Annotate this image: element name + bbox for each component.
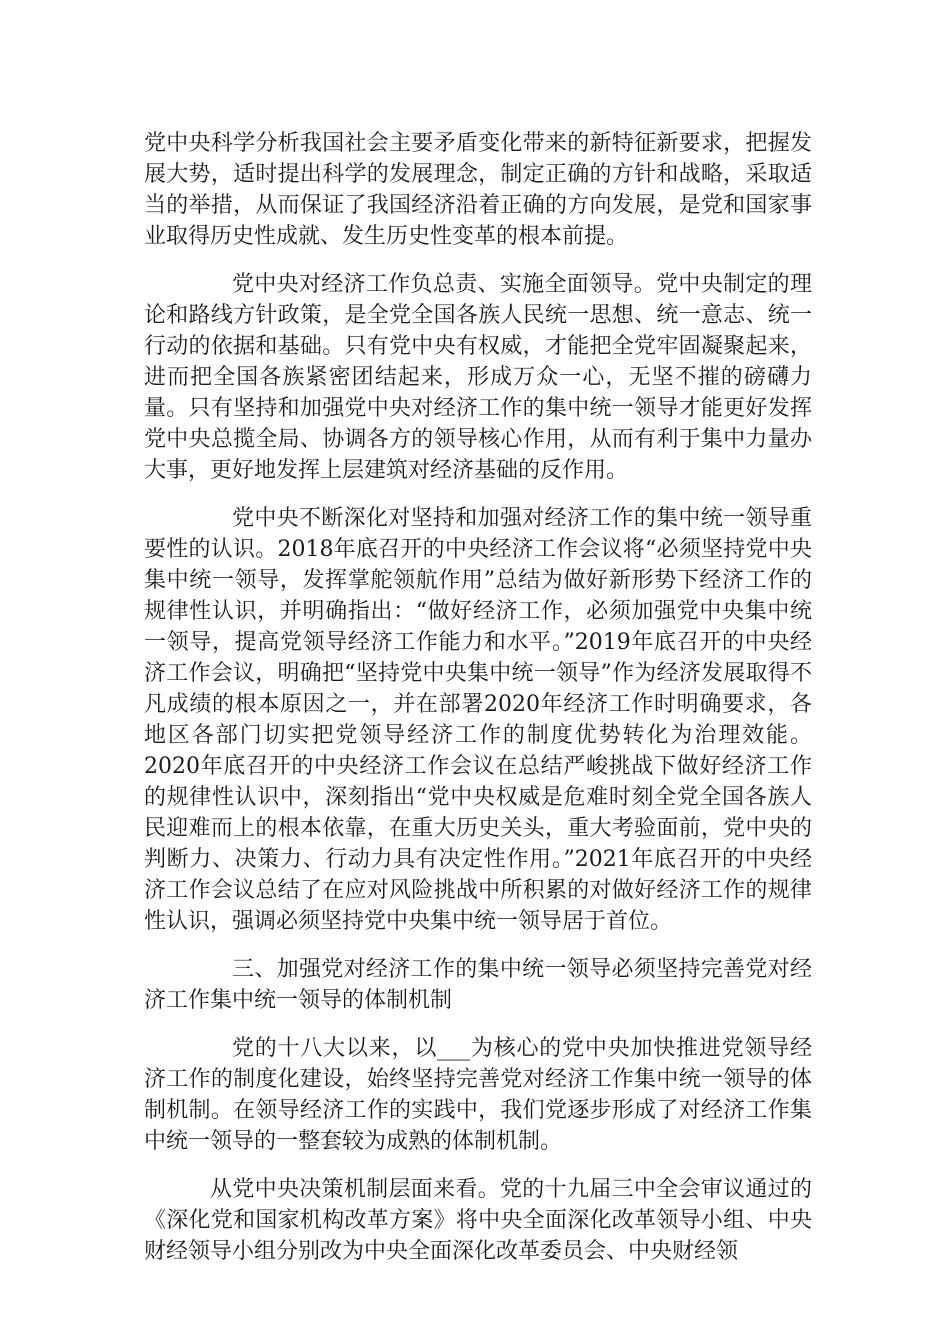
section-heading-three: 三、加强党对经济工作的集中统一领导必须坚持完善党对经济工作集中统一领导的体制机制: [144, 957, 812, 1013]
paragraph-institutional-mechanism: 党的十八大以来，以___为核心的党中央加快推进党领导经济工作的制度化建设，始终坚持完善党对经济工作集中统一领导的体制机制。在领导经济工作的实践中，我们党逐步形成了对经济工作集中统一领导的一整套较为成熟的体制机制。: [144, 1036, 812, 1154]
paragraph-deepening-understanding: 党中央不断深化对坚持和加强对经济工作的集中统一领导重要性的认识。2018年底召开的中央经济工作会议将“必须坚持党中央集中统一领导，发挥掌舵领航作用”总结为做好新形势下经济工作的规律性认识，并明确指出：“做好经济工作，必须加强党中央集中统一领导，提高党领导经济工作能力和水平。”2019年底召开的中央经济工作会议，明确把“坚持党中央集中统一领导”作为经济发展取得不凡成绩的根本原因之一，并在部署2020年经济工作时明确要求，各地区各部门切实把党领导经济工作的制度优势转化为治理效能。2020年底召开的中央经济工作会议在总结严峻挑战下做好经济工作的规律性认识中，深刻指出“党中央权威是危难时刻全党全国各族人民迎难而上的根本依靠，在重大历史关头，重大考验面前，党中央的判断力、决策力、行动力具有决定性作用。”2021年底召开的中央经济工作会议总结了在应对风险挑战中所积累的对做好经济工作的规律性认识，强调必须坚持党中央集中统一领导居于首位。: [144, 506, 812, 934]
paragraph-continuation: 党中央科学分析我国社会主要矛盾变化带来的新特征新要求，把握发展大势，适时提出科学的发展理念，制定正确的方针和战略，采取适当的举措，从而保证了我国经济沿着正确的方向发展，是党和国家事业取得历史性成就、发生历史性变革的根本前提。: [144, 131, 812, 249]
paragraph-party-leadership: 党中央对经济工作负总责、实施全面领导。党中央制定的理论和路线方针政策，是全党全国各族人民统一思想、统一意志、统一行动的依据和基础。只有党中央有权威，才能把全党牢固凝聚起来，进而把全国各族紧密团结起来，形成万众一心，无坚不摧的磅礴力量。只有坚持和加强党中央对经济工作的集中统一领导才能更好发挥党中央总揽全局、协调各方的领导核心作用，从而有利于集中力量办大事，更好地发挥上层建筑对经济基础的反作用。: [144, 272, 812, 483]
paragraph-decision-mechanism: 从党中央决策机制层面来看。党的十九届三中全会审议通过的《深化党和国家机构改革方案》将中央全面深化改革领导小组、中央财经领导小组分别改为中央全面深化改革委员会、中央财经领: [144, 1177, 812, 1264]
document-body: [144, 128, 812, 1284]
